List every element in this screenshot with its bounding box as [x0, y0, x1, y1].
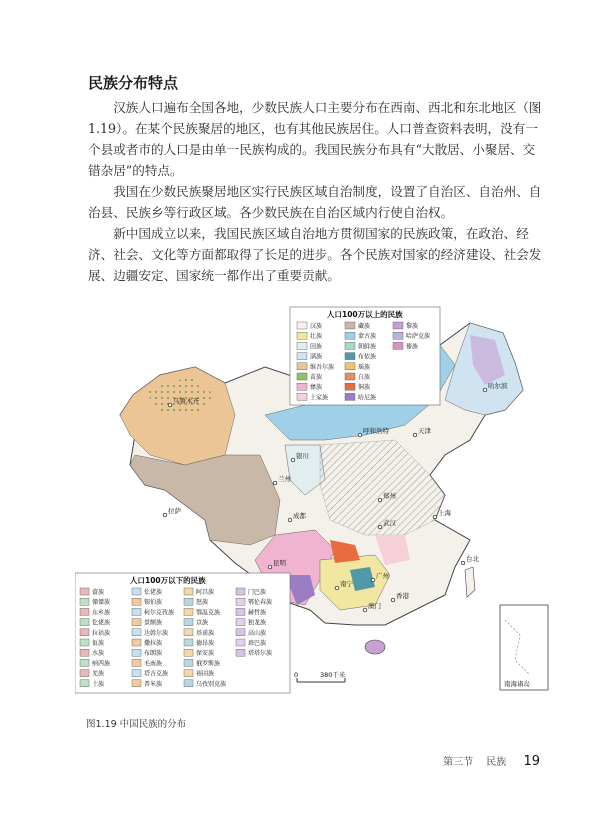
city-label: 兰州: [278, 475, 291, 483]
legend-swatch: [132, 619, 141, 626]
legend-small-label: 怒族: [196, 599, 209, 607]
ethnic-distribution-map: [75, 305, 555, 695]
legend-small-label: 拉祜族: [92, 629, 111, 637]
city-marker: [273, 481, 277, 485]
legend-swatch: [236, 588, 245, 595]
legend-small-label: 鄂温克族: [196, 609, 221, 617]
legend-large-label: 朝鲜族: [358, 343, 377, 351]
legend-small-label: 基诺族: [196, 629, 215, 637]
legend-swatch: [297, 373, 307, 380]
legend-swatch: [184, 649, 193, 656]
legend-small-title: 人口100万以下的民族: [130, 576, 206, 585]
city-label: 香港: [396, 592, 409, 600]
legend-swatch: [297, 383, 307, 390]
legend-large-label: 白族: [358, 374, 371, 381]
legend-swatch: [345, 373, 355, 380]
legend-swatch: [184, 608, 193, 615]
city-label: 澳门: [368, 602, 381, 610]
city-label: 郑州: [383, 492, 396, 500]
legend-swatch: [184, 639, 193, 646]
legend-small-label: 塔塔尔族: [248, 650, 273, 658]
legend-large-label: 维吾尔族: [310, 363, 335, 371]
section-heading: 民族分布特点: [88, 74, 179, 92]
legend-small-label: 撒拉族: [144, 640, 163, 647]
legend-swatch: [80, 670, 89, 677]
legend-swatch: [80, 680, 89, 687]
legend-small-label: 羌族: [92, 670, 105, 678]
legend-small-label: 保安族: [196, 650, 215, 658]
legend-small-label: 土族: [92, 680, 105, 688]
city-label: 南宁: [340, 580, 353, 588]
page-footer: [443, 753, 540, 769]
city-marker: [268, 565, 272, 569]
figure-caption: 图1.19 中国民族的分布: [86, 719, 187, 730]
legend-small-label: 景颇族: [144, 619, 163, 627]
legend-large-label: 苗族: [310, 374, 323, 381]
legend-swatch: [80, 588, 89, 595]
legend-swatch: [184, 598, 193, 605]
legend-small-label: 东乡族: [92, 609, 111, 617]
legend-large-label: 彝族: [310, 384, 323, 392]
city-marker: [483, 388, 487, 392]
city-label: 银川: [296, 452, 309, 460]
paragraph-3: 新中国成立以来，我国民族区域自治地方贯彻国家的民族政策，在政治、经济、社会、文化等方面都取得了长足的进步。各个民族对国家的经济建设、社会发展、边疆安定、国家统一都作出了重要贡献。: [88, 226, 542, 283]
city-marker: [335, 586, 339, 590]
legend-swatch: [236, 598, 245, 605]
city-marker: [288, 518, 292, 522]
legend-large-label: 傣族: [406, 343, 419, 351]
legend-small-label: 达斡尔族: [144, 629, 169, 637]
legend-swatch: [184, 629, 193, 636]
legend-swatch: [345, 383, 355, 390]
legend-small-label: 俄罗斯族: [196, 660, 221, 668]
legend-large-label: 侗族: [358, 384, 371, 392]
paragraph-1: 汉族人口遍布全国各地，少数民族人口主要分布在西南、西北和东北地区（图1.19）。在某个民族聚居的地区，也有其他民族居住。人口普查资料表明，没有一个县或者市的人口是由单一民族构成的。我国民族分布具有“大散居、小聚居、交错杂居”的特点。: [88, 100, 542, 178]
legend-small-label: 锡伯族: [144, 599, 163, 607]
legend-swatch: [132, 659, 141, 666]
legend-small-label: 纳西族: [92, 660, 111, 668]
legend-small-label: 德昂族: [196, 640, 215, 647]
legend-small-label: 塔吉克族: [144, 670, 169, 678]
legend-swatch: [345, 393, 355, 400]
legend-large-label: 满族: [310, 353, 323, 361]
city-marker: [391, 598, 395, 602]
legend-small-label: 裕固族: [196, 670, 215, 678]
legend-swatch: [132, 629, 141, 636]
legend-large-label: 土家族: [310, 394, 329, 402]
legend-large-label: 哈尼族: [358, 394, 377, 402]
legend-swatch: [393, 332, 403, 339]
legend-large-label: 汉族: [310, 323, 323, 330]
city-marker: [358, 433, 362, 437]
city-marker: [413, 433, 417, 437]
footer-title: 民族: [486, 757, 507, 768]
legend-large-label: 壮族: [310, 333, 323, 341]
city-label: 武汉: [383, 519, 396, 527]
inset-label: 南海诸岛: [504, 680, 530, 688]
legend-swatch: [80, 598, 89, 605]
legend-small-label: 畲族: [92, 589, 105, 596]
legend-swatch: [297, 322, 307, 329]
scale-zero: 0: [294, 671, 299, 679]
legend-swatch: [184, 619, 193, 626]
legend-swatch: [184, 588, 193, 595]
legend-swatch: [297, 363, 307, 370]
legend-swatch: [236, 629, 245, 636]
legend-swatch: [236, 619, 245, 626]
legend-swatch: [80, 619, 89, 626]
legend-small-label: 仡佬族: [92, 619, 111, 627]
legend-swatch: [80, 659, 89, 666]
legend-large-label: 布依族: [358, 353, 377, 361]
legend-small-label: 珞巴族: [248, 640, 267, 647]
scale-bar: [294, 670, 346, 682]
legend-swatch: [345, 332, 355, 339]
city-label: 广州: [376, 572, 389, 580]
legend-swatch: [184, 680, 193, 687]
legend-small-label: 毛南族: [144, 660, 163, 668]
legend-small-label: 京族: [196, 619, 209, 627]
city-marker: [378, 498, 382, 502]
legend-swatch: [184, 659, 193, 666]
legend-small-label: 赫哲族: [248, 609, 267, 617]
legend-swatch: [132, 680, 141, 687]
legend-swatch: [297, 393, 307, 400]
city-marker: [433, 515, 437, 519]
legend-swatch: [132, 608, 141, 615]
city-marker: [378, 525, 382, 529]
legend-swatch: [132, 649, 141, 656]
legend-swatch: [345, 353, 355, 360]
legend-small-label: 高山族: [248, 629, 267, 637]
legend-small-label: 普米族: [144, 680, 163, 688]
legend-swatch: [132, 670, 141, 677]
legend-small-label: 乌孜别克族: [196, 680, 227, 688]
legend-small-label: 布朗族: [144, 650, 163, 658]
city-label: 台北: [466, 555, 479, 563]
legend-swatch: [80, 629, 89, 636]
legend-swatch: [345, 342, 355, 349]
legend-large-label: 哈萨克族: [406, 333, 431, 341]
city-marker: [291, 458, 295, 462]
paragraph-2: 我国在少数民族聚居地区实行民族区域自治制度，设置了自治区、自治州、自治县、民族乡等行政区域。各少数民族在自治区域内行使自治权。: [88, 184, 542, 220]
legend-large-label: 回族: [310, 343, 323, 351]
city-marker: [461, 561, 465, 565]
legend-swatch: [236, 608, 245, 615]
legend-swatch: [80, 649, 89, 656]
city-label: 天津: [418, 427, 431, 435]
city-label: 成都: [293, 512, 306, 520]
city-label: 上海: [438, 509, 451, 517]
legend-small-label: 阿昌族: [196, 589, 215, 596]
legend-large-title: 人口100万以上的民族: [327, 310, 403, 319]
legend-swatch: [393, 342, 403, 349]
legend-swatch: [132, 639, 141, 646]
legend-swatch: [80, 639, 89, 646]
city-marker: [363, 608, 367, 612]
scale-distance: 380千米: [320, 671, 346, 679]
legend-swatch: [297, 353, 307, 360]
city-marker: [371, 578, 375, 582]
legend-large-label: 藏族: [358, 323, 371, 330]
legend-swatch: [345, 322, 355, 329]
legend-large-label: 黎族: [406, 323, 419, 330]
city-marker: [168, 403, 172, 407]
legend-small-label: 傈僳族: [92, 599, 111, 607]
legend-swatch: [132, 588, 141, 595]
city-label: 拉萨: [168, 507, 181, 515]
legend-swatch: [297, 342, 307, 349]
page-number: 19: [523, 754, 540, 769]
legend-swatch: [80, 608, 89, 615]
city-label: 呼和浩特: [363, 427, 389, 435]
legend-small-label: 仫佬族: [144, 589, 163, 596]
legend-small-label: 门巴族: [248, 589, 267, 596]
legend-small-label: 水族: [92, 650, 105, 658]
city-label: 昆明: [273, 559, 286, 567]
legend-large-population: [290, 307, 440, 405]
legend-small-label: 鄂伦春族: [248, 599, 273, 607]
legend-swatch: [184, 670, 193, 677]
city-label: 乌鲁木齐: [173, 397, 199, 405]
legend-swatch: [297, 332, 307, 339]
legend-small-population: [75, 573, 290, 693]
legend-swatch: [132, 598, 141, 605]
legend-small-label: 柯尔克孜族: [144, 609, 175, 617]
city-marker: [163, 513, 167, 517]
city-label: 哈尔滨: [488, 382, 508, 390]
legend-swatch: [236, 639, 245, 646]
legend-swatch: [236, 649, 245, 656]
legend-swatch: [345, 363, 355, 370]
legend-swatch: [393, 322, 403, 329]
legend-small-label: 佤族: [92, 640, 105, 647]
legend-large-label: 蒙古族: [358, 333, 377, 341]
footer-section: 第三节: [443, 757, 474, 768]
legend-small-label: 独龙族: [248, 619, 267, 627]
legend-large-label: 瑶族: [358, 363, 371, 371]
